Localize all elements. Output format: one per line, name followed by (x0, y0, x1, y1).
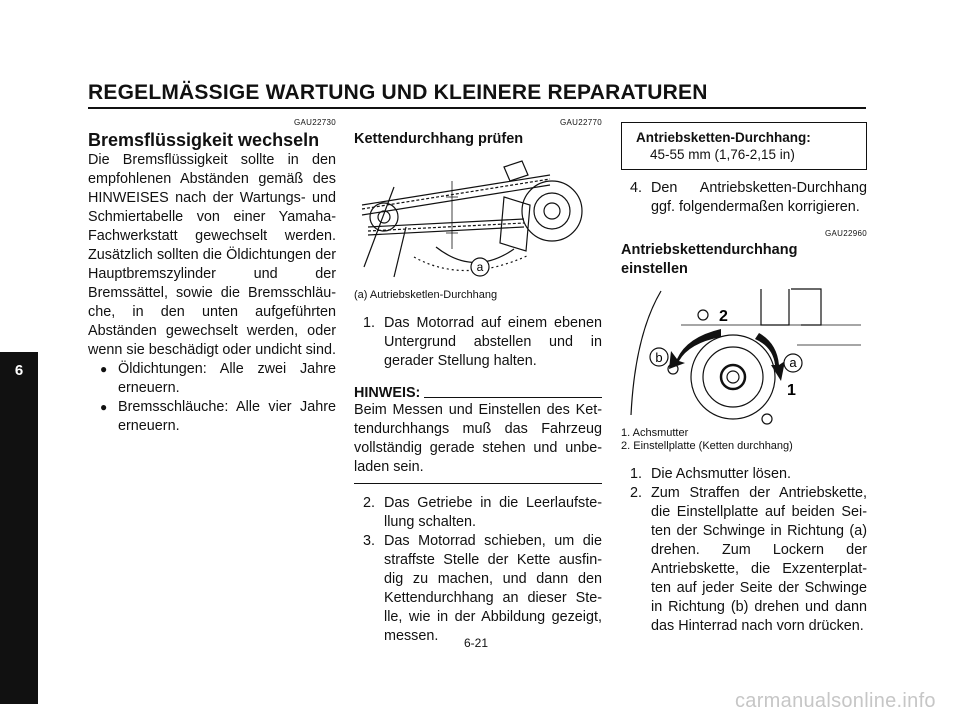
step-text: Die Achsmutter lösen. (651, 466, 791, 482)
column-2 (354, 118, 602, 646)
figure-caption-line: 1. Achsmutter (621, 427, 689, 439)
section-title: Kettendurchhang prüfen (354, 131, 524, 147)
chapter-tab (0, 352, 38, 704)
paragraph: Die Bremsflüssigkeit sollte in den empfohlenen Abständen gemäß des HINWEISES nach der Wartungs- und Schmiertabelle von einer Yamaha-Fachwerkstatt gewechselt werden. Zusätzlich sollten die Öldichtungen der Hauptbremszylinder und der Bremssättel, sowie die Bremsschläu-che, in den unten aufgeführten Abständen gewechselt werden, oder wenn sie beschädigt oder undicht sind. (88, 152, 336, 358)
step-text: Zum Straffen der Antriebskette, die Einstellplatte auf beiden Sei-ten der Schwinge in Richtung (a) drehen. Zum Lockern der Antriebskette, die Exzenterplat-ten auf jeder Seite der Schwinge in Richtung (b) drehen und dann das Hinterrad nach vorn drücken. (651, 485, 867, 634)
note-text: Beim Messen und Einstellen des Ket-tendurchhangs muß das Fahrzeug vollständig gerade stehen und unbe-laden sein. (354, 402, 602, 475)
step-item (354, 532, 602, 646)
chain-illustration (354, 157, 602, 287)
section-code: GAU22730 (294, 118, 336, 127)
adjuster-figure (621, 285, 867, 425)
bullet-item: ● Öldichtungen: Alle zwei Jahre erneuern. (88, 360, 336, 398)
page-title: REGELMÄSSIGE WARTUNG UND KLEINERE REPARATUREN (88, 81, 708, 104)
step-number: 4. (630, 180, 643, 196)
figure-callout-a: a (476, 260, 484, 274)
figure-label-2: 2 (719, 308, 728, 325)
bullet-item: ● Bremsschläuche: Alle vier Jahre erneuern. (88, 398, 336, 436)
section-code: GAU22770 (560, 118, 602, 127)
step-text: Das Getriebe in die Leerlaufste-llung schalten. (384, 495, 602, 530)
step-number: 2. (363, 495, 376, 511)
step-item (354, 494, 602, 532)
figure-label-b: b (655, 350, 663, 365)
watermark: carmanualsonline.info (735, 690, 936, 712)
step-number: 2. (630, 485, 643, 501)
section-title: Bremsflüssigkeit wechseln (88, 130, 320, 150)
spec-box (621, 122, 867, 170)
adjuster-illustration (621, 285, 867, 425)
note-title: HINWEIS: (354, 385, 421, 401)
header-rule (88, 107, 866, 109)
section-title: Antriebskettendurchhang einstellen (621, 242, 798, 277)
note-rule (424, 397, 602, 398)
step-item (621, 484, 867, 636)
note-end-rule (354, 483, 602, 484)
step-item (621, 465, 867, 484)
chain-slack-figure (354, 157, 602, 287)
section-code: GAU22960 (825, 229, 867, 238)
step-text: Das Motorrad schieben, um die straffste Stelle der Kette ausfin-dig zu machen, und dann den Kettendurchhang an dieser Ste-lle, wie in der Abbildung gezeigt, messen. (384, 533, 602, 644)
step-item (354, 314, 602, 371)
step-number: 1. (363, 315, 376, 331)
step-text: Das Motorrad auf einem ebenen Untergrund abstellen und in gerader Stellung halten. (384, 315, 602, 369)
spec-title: Antriebsketten-Durchhang: (636, 130, 811, 145)
step-number: 3. (363, 533, 376, 549)
step-text: Den Antriebsketten-Durchhang ggf. folgendermaßen korrigieren. (651, 180, 867, 215)
page-header (88, 81, 866, 109)
figure-label-a: a (789, 355, 797, 370)
note-heading (354, 385, 602, 401)
page-number: 6-21 (464, 636, 489, 650)
column-1 (88, 118, 336, 436)
column-3 (621, 122, 867, 636)
figure-caption: (a) Autriebsketlen-Durchhang (354, 289, 498, 301)
spec-value: 45-55 mm (1,76-2,15 in) (650, 147, 795, 162)
figure-caption-line: 2. Einstellplatte (Ketten durchhang) (621, 440, 793, 452)
figure-label-1: 1 (787, 382, 796, 399)
step-number: 1. (630, 466, 643, 482)
chapter-number: 6 (14, 362, 24, 379)
step-item (621, 179, 867, 217)
